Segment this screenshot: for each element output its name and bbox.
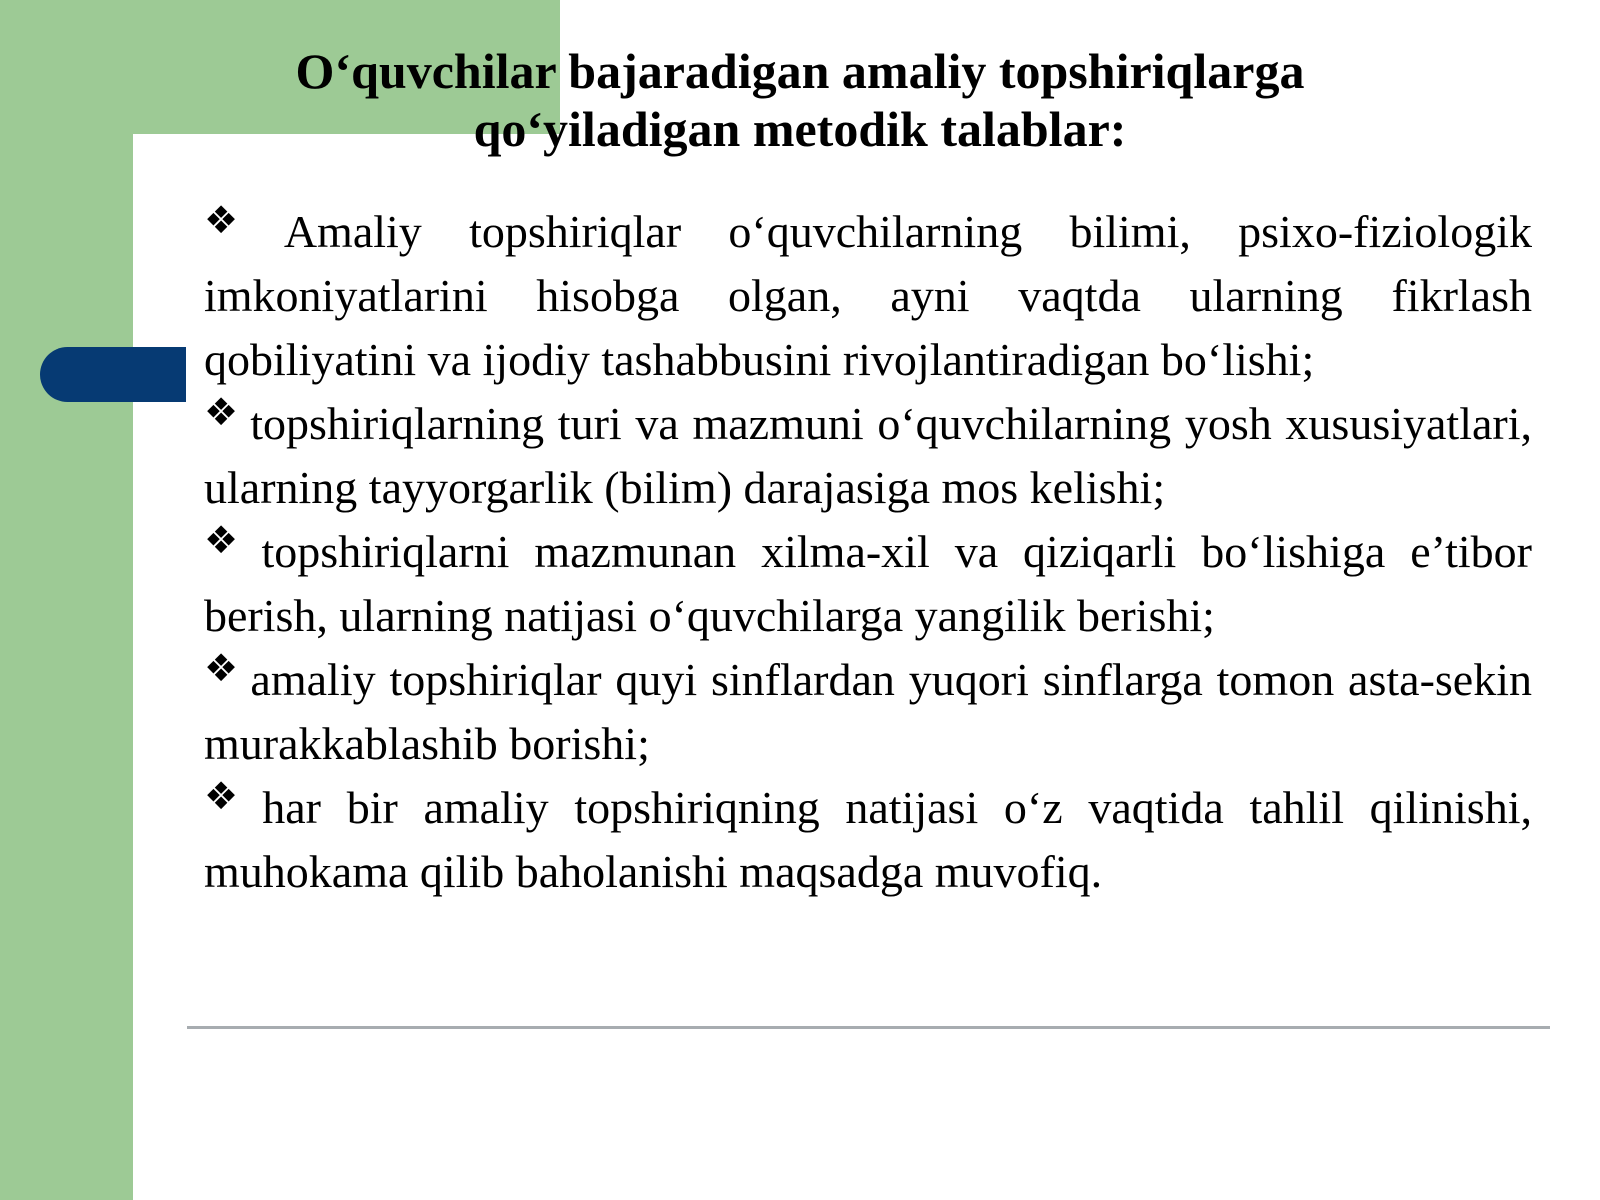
green-sidebar-decoration: [0, 0, 133, 1200]
list-item-text: topshiriqlarni mazmunan xilma-xil va qiziqarli bo‘lishiga e’tibor berish, ularning natijasi o‘quvchilarga yangilik berishi;: [204, 526, 1532, 641]
requirements-list: [204, 200, 1532, 904]
diamond-bullet-icon: ❖: [204, 774, 253, 818]
slide-title-line-2: qo‘yiladigan metodik talablar:: [473, 101, 1127, 157]
blue-tab-decoration: [40, 347, 186, 402]
list-item-text: topshiriqlarning turi va mazmuni o‘quvchilarning yosh xususiyatlari, ularning tayyorgarlik (bilim) darajasiga mos kelishi;: [204, 398, 1532, 513]
list-item: [204, 520, 1532, 648]
slide-title: [180, 42, 1420, 158]
list-item-text: har bir amaliy topshiriqning natijasi o‘z vaqtida tahlil qilinishi, muhokama qilib baholanishi maqsadga muvofiq.: [204, 782, 1532, 897]
list-item: [204, 200, 1532, 392]
diamond-bullet-icon: ❖: [204, 646, 241, 690]
diamond-bullet-icon: ❖: [204, 390, 241, 434]
slide-title-line-1: O‘quvchilar bajaradigan amaliy topshiriqlarga: [295, 43, 1305, 99]
list-item-text: Amaliy topshiriqlar o‘quvchilarning bilimi, psixo-fiziologik imkoniyatlarini hisobga olgan, ayni vaqtda ularning fikrlash qobiliyatini va ijodiy tashabbusini rivojlantiradigan bo‘lishi;: [204, 206, 1532, 385]
list-item: [204, 648, 1532, 776]
list-item-text: amaliy topshiriqlar quyi sinflardan yuqori sinflarga tomon asta-sekin murakkablashib borishi;: [204, 654, 1532, 769]
bottom-divider: [187, 1026, 1550, 1029]
diamond-bullet-icon: ❖: [204, 518, 252, 562]
list-item: [204, 776, 1532, 904]
list-item: [204, 392, 1532, 520]
diamond-bullet-icon: ❖: [204, 198, 274, 242]
